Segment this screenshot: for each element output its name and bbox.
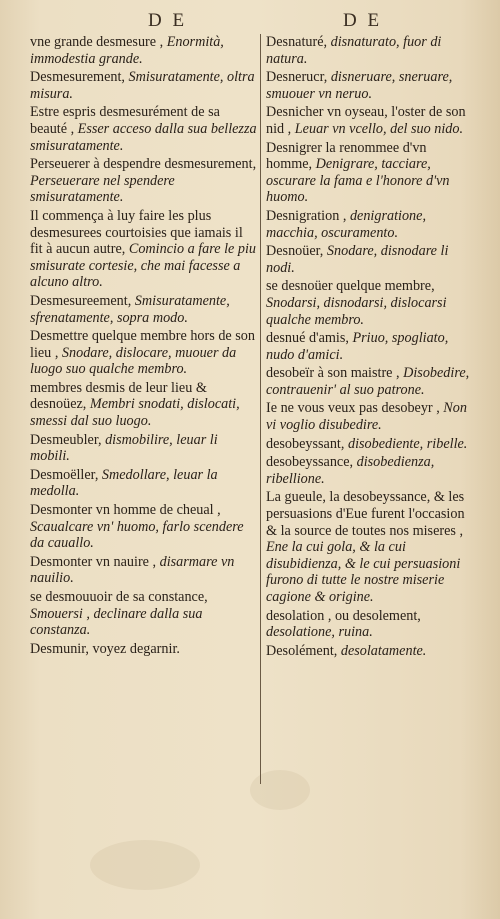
- dictionary-entry: Desmesureement, Smisuratamente, sfrenatamente, sopra modo.: [30, 292, 230, 326]
- dictionary-entry: se desnoüer quelque membre, Snodarsi, disnodarsi, dislocarsi qualche membro.: [266, 278, 447, 328]
- dictionary-entry: desnué d'amis, Priuo, spogliato, nudo d'amici.: [266, 330, 449, 363]
- dictionary-entry: Il commença à luy faire les plus desmesurees courtoisies que iamais il fit à aucun autre, Comincio a fare le piu smisurate cortesie, che mai facesse a alcuno altro.: [30, 207, 257, 291]
- dictionary-entry: Estre espris desmesurément de sa beauté , Esser acceso dalla sua bellezza smisuratamente.: [30, 104, 257, 154]
- dictionary-entry: Desmettre quelque membre hors de son lieu , Snodare, dislocare, muouer da luogo suo qualche membro.: [30, 328, 255, 378]
- dictionary-entry: La gueule, la desobeyssance, & les persuasions d'Eue furent l'occasion & la source de toutes nos miseres , Ene la cui gola, & la cui disubidienza, & le cui persuasioni furono di tutte le nostre miserie cagione & origine.: [266, 489, 465, 605]
- dictionary-entry: desobeïr à son maistre , Disobedire, contrauenir' al suo patrone.: [266, 365, 470, 398]
- dictionary-entry: Desmoëller, Smedollare, leuar la medolla.: [30, 466, 218, 500]
- running-head-right: D E: [343, 10, 383, 31]
- dictionary-entry: Desmeubler, dismobilire, leuar li mobili.: [30, 431, 218, 465]
- dictionary-entry: Desnerucr, disneruare, sneruare, smuouer vn neruo.: [266, 69, 453, 102]
- dictionary-entry: Desmonter vn nauire , disarmare vn nauilio.: [30, 553, 235, 587]
- dictionary-entry: desobeyssant, disobediente, ribelle.: [266, 435, 468, 452]
- dictionary-entry: Ie ne vous veux pas desobeyr , Non vi voglio disubedire.: [266, 400, 467, 434]
- dictionary-entry: membres desmis de leur lieu & desnoüez, Membri snodati, dislocati, smessi dal suo luogo.: [30, 379, 240, 430]
- dictionary-entry: Desmunir, voyez degarnir.: [30, 640, 180, 657]
- dictionary-entry: Desnigration , denigratione, macchia, oscuramento.: [266, 207, 426, 241]
- dictionary-entry: Desmesurement, Smisuratamente, oltra misura.: [30, 69, 255, 102]
- paper-stain: [250, 770, 310, 810]
- dictionary-entry: Perseuerer à despendre desmesurement, Perseuerare nel spendere smisuratamente.: [30, 156, 257, 206]
- dictionary-entry: se desmouuoir de sa constance, Smouersi , declinare dalla sua constanza.: [30, 589, 208, 639]
- dictionary-entry: Desnigrer la renommee d'vn homme, Denigrare, tacciare, oscurare la fama e l'honore d'vn huomo.: [266, 139, 450, 206]
- paper-stain: [90, 840, 200, 890]
- dictionary-entry: desobeyssance, disobedienza, ribellione.: [266, 454, 435, 487]
- dictionary-entry: vne grande desmesure , Enormità, immodestia grande.: [30, 34, 224, 67]
- running-head-left: D E: [148, 10, 188, 31]
- dictionary-entry: Desnicher vn oyseau, l'oster de son nid , Leuar vn vcello, del suo nido.: [266, 104, 466, 137]
- left-column: [30, 34, 258, 659]
- dictionary-entry: Desnaturé, disnaturato, fuor di natura.: [266, 34, 442, 67]
- dictionary-entry: Desmonter vn homme de cheual , Scaualcare vn' huomo, farlo scendere da cauallo.: [30, 502, 244, 552]
- right-column: [266, 34, 476, 661]
- dictionary-entry: desolation , ou desolement, desolatione, ruina.: [266, 607, 421, 641]
- dictionary-entry: Desnoüer, Snodare, disnodare li nodi.: [266, 243, 449, 276]
- dictionary-entry: Desolément, desolatamente.: [266, 642, 427, 659]
- column-divider: [260, 34, 261, 784]
